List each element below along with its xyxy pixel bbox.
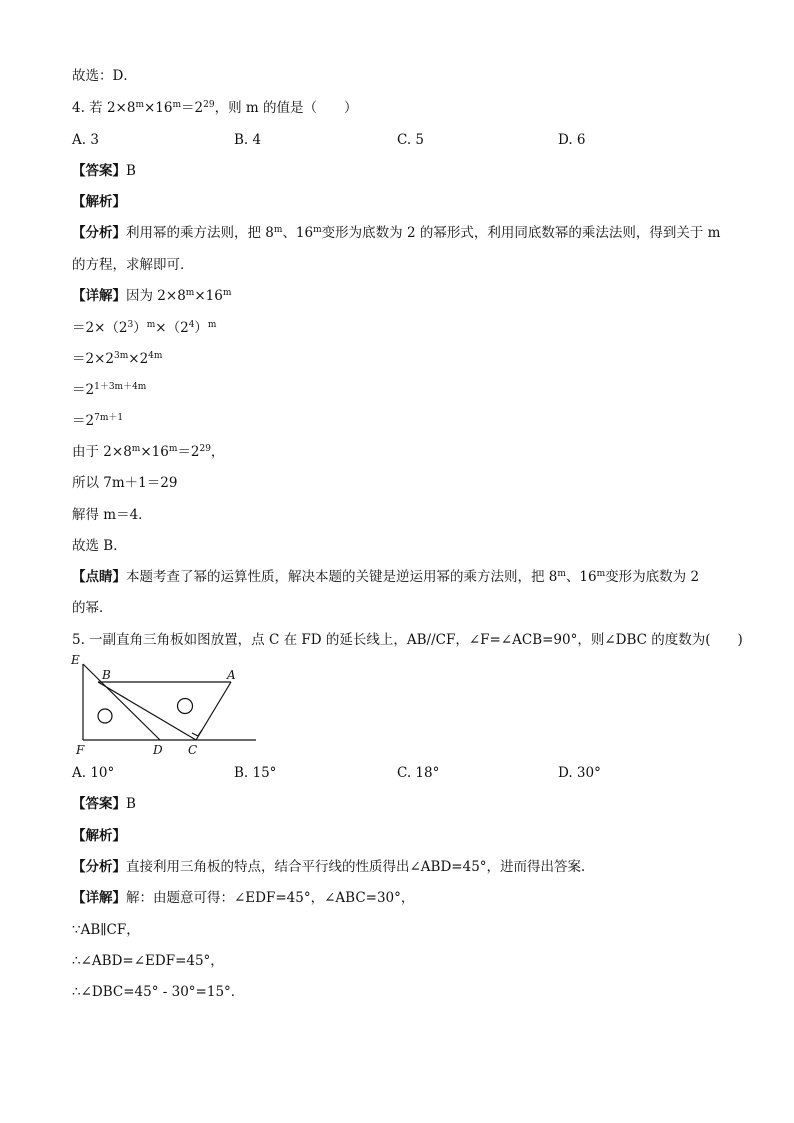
line-ed (83, 664, 160, 740)
step-3: $=2^{1+3m+4m}$ (72, 382, 147, 398)
label-c: C (188, 743, 198, 757)
q4-answer: 【答案】B (72, 163, 136, 179)
step-2: $=2\times 2^{3m}\times 2^{4m}$ (72, 351, 163, 367)
label-a: A (227, 668, 236, 682)
step-8: 故选 B． (72, 538, 127, 554)
circle-hole-small (98, 709, 112, 723)
q4-option-b: B. 4 (234, 132, 262, 148)
q4-analysis: 【分析】利用幂的乘方法则，把 8$^m$、16$^m$变形为底数为 2 的幂形式，利用同底数幂的乘法法则，得到关于 m (72, 225, 721, 241)
step-4: $=2^{7m+1}$ (72, 413, 124, 429)
q4-analysis-heading: 【解析】 (72, 194, 126, 210)
triangle-figure (66, 648, 262, 760)
right-angle-mark (192, 730, 202, 736)
q5-analysis-heading: 【解析】 (72, 828, 126, 844)
question-4-stem: 4. 若 $2\times 8^m\times 16^m=2^{29}$，则 m 的值是（ ） (72, 100, 358, 116)
q5-analysis: 【分析】直接利用三角板的特点，结合平行线的性质得出∠ABD=45°，进而得出答案． (72, 859, 595, 875)
label-e: E (71, 653, 80, 667)
step-1: $=2\times(2^3)^m\times(2^4)^m$ (72, 320, 217, 336)
step-5: 由于 $2\times 8^m\times 16^m=2^{29}$， (72, 444, 225, 460)
label-d: D (153, 743, 163, 757)
q4-comment: 【点睛】本题考查了幂的运算性质，解决本题的关键是逆运用幂的乘方法则，把 8$^m$、16$^m$变形为底数为 2 (72, 569, 700, 585)
question-5-stem: 5. 一副直角三角板如图放置，点 C 在 FD 的延长线上，AB//CF，∠F=∠ACB=90°，则∠DBC 的度数为( ) (72, 632, 743, 648)
q5-option-b: B. 15° (234, 765, 277, 781)
line-bc (98, 682, 196, 740)
q5-option-c: C. 18° (397, 765, 440, 781)
q5-step-1: ∵AB∥CF， (72, 922, 140, 938)
label-f: F (76, 743, 85, 757)
q5-step-2: ∴∠ABD=∠EDF=45°， (72, 953, 224, 969)
step-6: 所以 7m＋1＝29 (72, 475, 178, 491)
q4-comment-cont: 的幂． (72, 600, 113, 616)
q5-step-3: ∴∠DBC=45° - 30°=15°． (72, 984, 245, 1000)
q4-option-a: A. 3 (72, 132, 99, 148)
q5-option-a: A. 10° (72, 765, 115, 781)
q5-option-d: D. 30° (558, 765, 601, 781)
step-7: 解得 m＝4． (72, 507, 152, 523)
text-line: 故选：D． (72, 68, 137, 84)
q5-detail: 【详解】解：由题意可得：∠EDF=45°，∠ABC=30°， (72, 890, 415, 906)
circle-hole-large (178, 699, 193, 714)
q4-option-d: D. 6 (558, 132, 586, 148)
label-b: B (102, 668, 111, 682)
q4-analysis-cont: 的方程，求解即可． (72, 257, 194, 273)
q4-option-c: C. 5 (397, 132, 425, 148)
q5-answer: 【答案】B (72, 796, 136, 812)
q4-detail: 【详解】因为 $2\times 8^m\times 16^m$ (72, 288, 232, 304)
